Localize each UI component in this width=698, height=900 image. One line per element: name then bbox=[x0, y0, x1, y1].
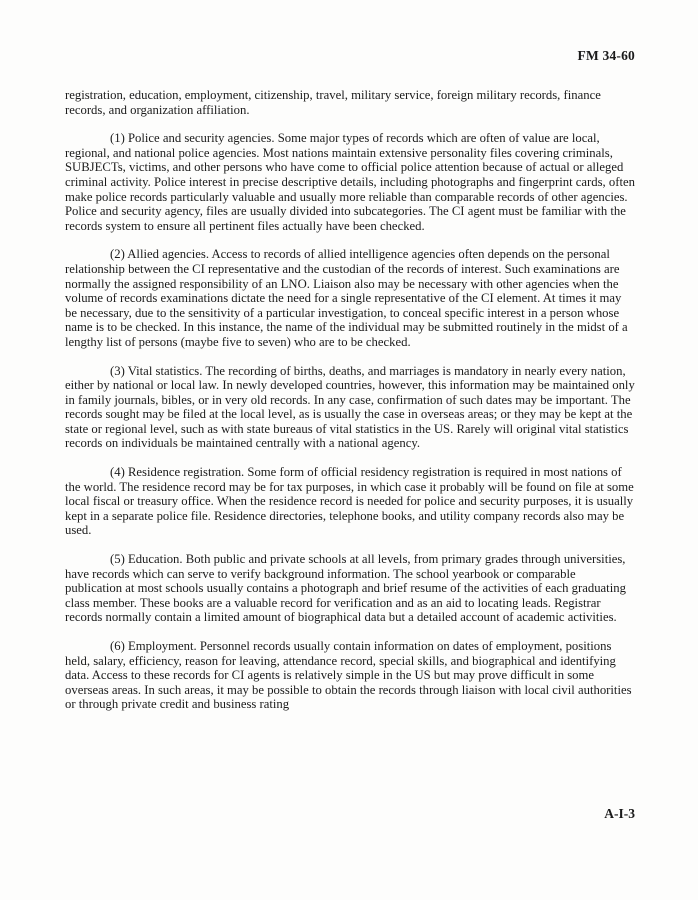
paragraph-continuation: registration, education, employment, citizenship, travel, military service, foreign military records, finance records, and organization affiliation. bbox=[65, 88, 601, 117]
body-text bbox=[65, 88, 635, 712]
paragraph-1-police-and-security-agencies: (1) Police and security agencies. Some major types of records which are often of value are local, regional, and national police agencies. Most nations maintain extensive personality files covering criminals, SUBJECTs, victims, and other persons who have come to official police attention because of actual or alleged criminal activity. Police interest in precise descriptive details, including photographs and fingerprint cards, often make police records particularly valuable and usually more reliable than comparable records of other agencies. Police and security agency, files are usually divided into subcategories. The CI agent must be familiar with the records system to ensure all pertinent files actually have been checked. bbox=[65, 131, 635, 233]
paragraph-3-vital-statistics: (3) Vital statistics. The recording of births, deaths, and marriages is mandatory in nearly every nation, either by national or local law. In newly developed countries, however, this information may be maintained only in family journals, bibles, or in very old records. In any case, confirmation of such dates may be important. The records sought may be filed at the local level, as is usually the case in overseas areas; or they may be kept at the state or regional level, such as with state bureaus of vital statistics in the US. Rarely will original vital statistics records on individuals be maintained centrally with a national agency. bbox=[65, 363, 635, 451]
paragraph-5-education: (5) Education. Both public and private schools at all levels, from primary grades through universities, have records which can serve to verify background information. The school yearbook or comparable publication at most schools usually contains a photograph and brief resume of the activities of each graduating class member. These books are a valuable record for verification and as an aid to locating leads. Registrar records normally contain a limited amount of biographical data but a detailed account of academic activities. bbox=[65, 552, 626, 625]
page-footer bbox=[65, 806, 635, 822]
page-number: A-I-3 bbox=[604, 806, 635, 821]
doc-number: FM 34-60 bbox=[577, 48, 635, 63]
paragraph-6-employment: (6) Employment. Personnel records usually contain information on dates of employment, positions held, salary, efficiency, reason for leaving, attendance record, special skills, and biographical and identifying data. Access to these records for CI agents is relatively simple in the US but may prove difficult in some overseas areas. In such areas, it may be possible to obtain the records through liaison with local civil authorities or through private credit and business rating bbox=[65, 639, 632, 712]
page-header bbox=[65, 48, 635, 64]
paragraph-4-residence-registration: (4) Residence registration. Some form of official residency registration is required in most nations of the world. The residence record may be for tax purposes, in which case it probably will be found on file at some local fiscal or treasury office. When the residence record is needed for police and security purposes, it is usually kept in a separate police file. Residence directories, telephone books, and utility company records also may be used. bbox=[65, 465, 634, 538]
page-content bbox=[65, 48, 635, 726]
paragraph-2-allied-agencies: (2) Allied agencies. Access to records of allied intelligence agencies often depends on the personal relationship between the CI representative and the custodian of the records of interest. Such examinations are normally the assigned responsibility of an LNO. Liaison also may be necessary with other agencies when the volume of records examinations dictate the need for a single representative of the CI element. At times it may be necessary, due to the sensitivity of a particular investigation, to conceal specific interest in a person whose name is to be checked. In this instance, the name of the individual may be submitted routinely in the midst of a lengthy list of persons (maybe five to seven) who are to be checked. bbox=[65, 247, 628, 349]
